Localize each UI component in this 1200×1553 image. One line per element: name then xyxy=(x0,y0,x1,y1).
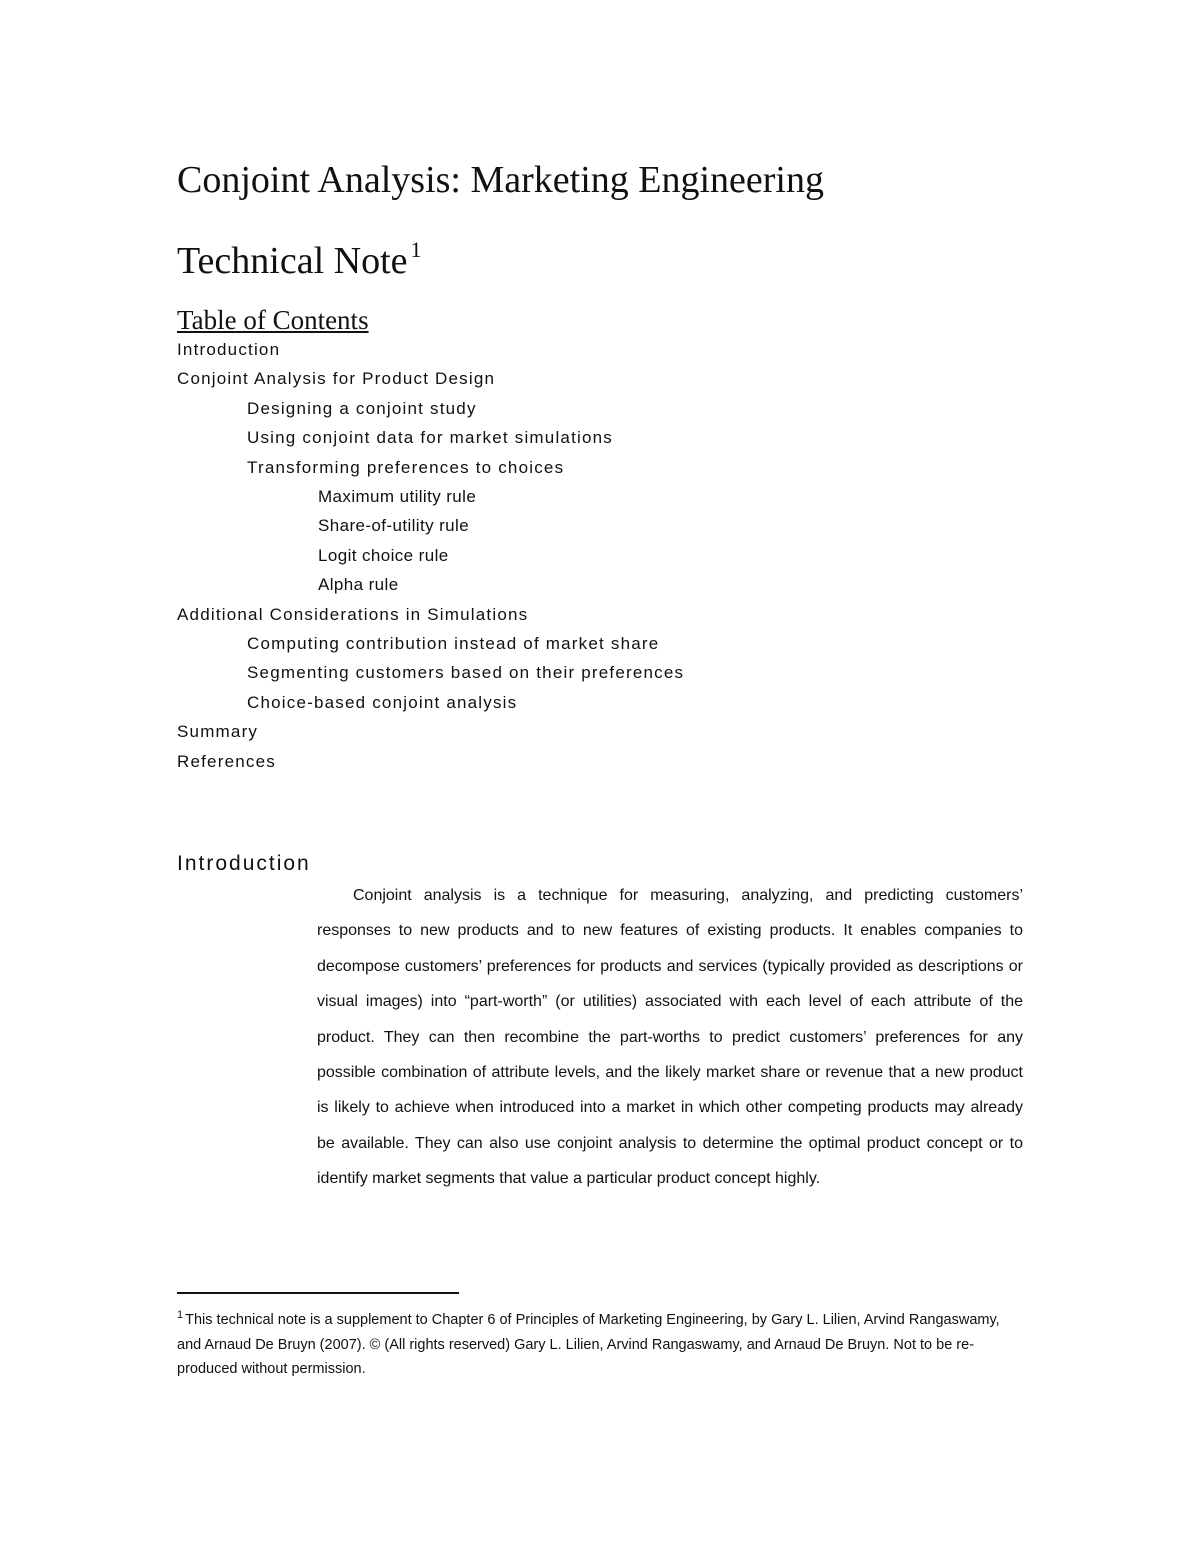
subtitle-text: Technical Note xyxy=(177,240,408,282)
toc-item: Summary xyxy=(177,722,259,742)
document-subtitle xyxy=(177,222,422,289)
footnote xyxy=(177,1303,1023,1382)
footnote-text: This technical note is a supplement to Chapter 6 of Principles of Marketing Engineering, by Gary L. Lilien, Arvind Rangaswamy, and Arnaud De Bruyn (2007). © (All rights reserved) Gary L. Lilien, Arvind Rangaswamy, and Arnaud De Bruyn. Not to be re-produced without permission. xyxy=(177,1312,1000,1377)
toc-item: References xyxy=(177,751,276,771)
introduction-paragraph: Conjoint analysis is a technique for measuring, analyzing, and predicting customers’ responses to new products and to new features of existing products. It enables companies to decompose customers’ preferences for products and services (typically provided as descriptions or visual images) into “part-worth” (or utilities) associated with each level of each attribute of the product. They can then recombine the part-worths to predict customers’ preferences for any possible combination of attribute levels, and the likely market share or revenue that a new product is likely to achieve when introduced into a market in which other competing products may already be available. They can also use conjoint analysis to determine the optimal product concept or to identify market segments that value a particular product concept highly. xyxy=(317,887,1023,1188)
toc-item: Computing contribution instead of market share xyxy=(247,634,660,653)
section-heading-introduction: Introduction xyxy=(177,852,311,875)
toc-item: Maximum utility rule xyxy=(318,487,477,506)
toc-item: Share-of-utility rule xyxy=(318,516,470,536)
footnote-reference: 1 xyxy=(410,237,422,262)
toc-item: Conjoint Analysis for Product Design xyxy=(177,369,496,389)
footnote-number: 1 xyxy=(177,1309,184,1321)
toc-item: Segmenting customers based on their preferences xyxy=(247,663,685,683)
toc-item: Additional Considerations in Simulations xyxy=(177,604,529,624)
toc-item: Designing a conjoint study xyxy=(247,398,477,418)
footnote-separator xyxy=(177,1292,459,1294)
toc-heading: Table of Contents xyxy=(177,305,369,335)
toc-item: Choice-based conjoint analysis xyxy=(247,692,518,712)
toc-item: Logit choice rule xyxy=(318,545,449,565)
toc-item: Alpha rule xyxy=(318,575,399,595)
toc-item: Using conjoint data for market simulations xyxy=(247,428,613,448)
document-title: Conjoint Analysis: Marketing Engineering xyxy=(177,159,824,201)
toc-item: Transforming preferences to choices xyxy=(247,457,565,477)
toc-item: Introduction xyxy=(177,340,281,359)
